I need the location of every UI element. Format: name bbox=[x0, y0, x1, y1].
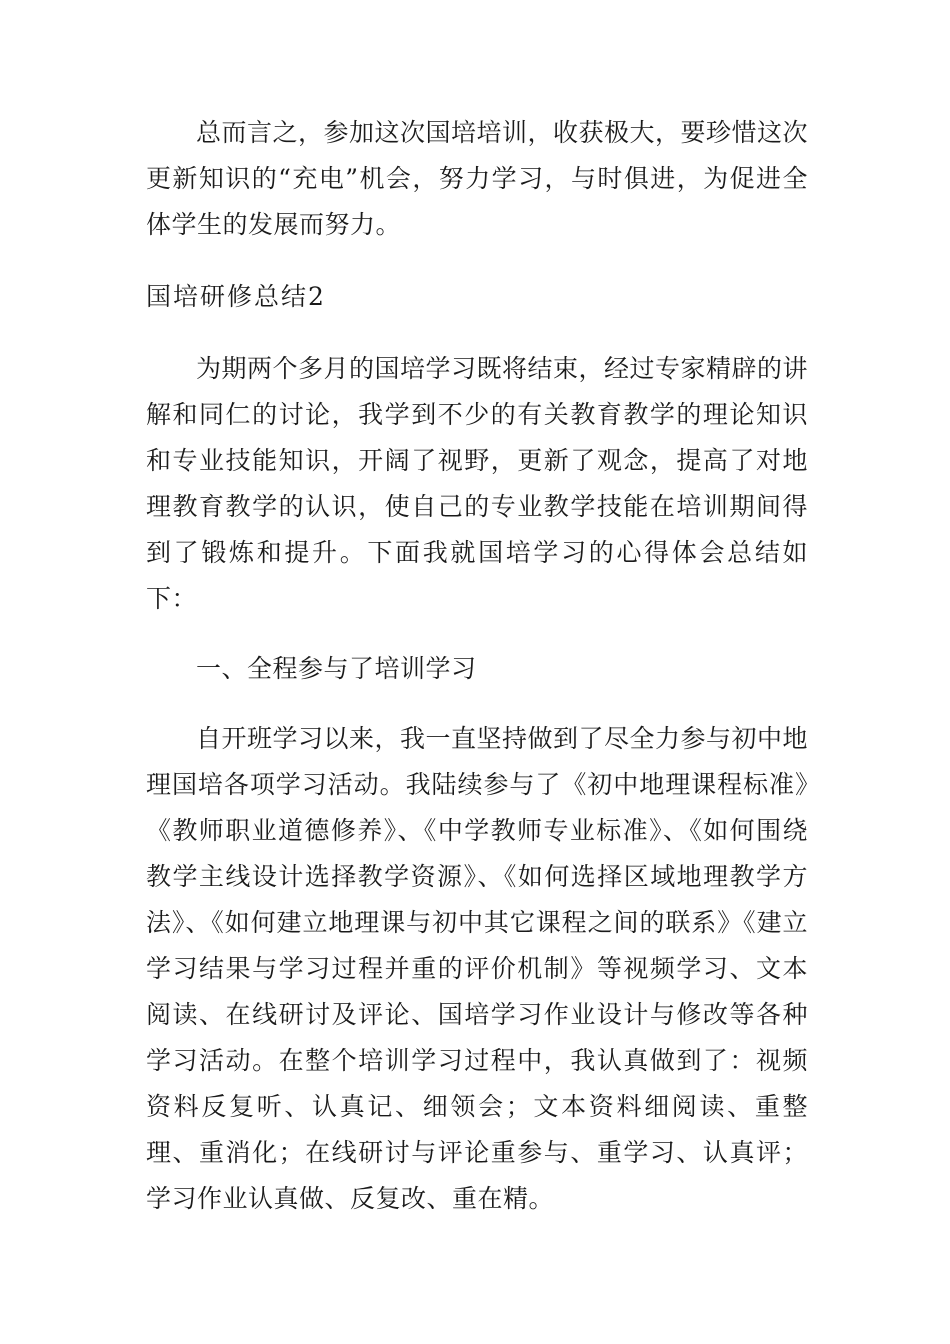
conclusion-paragraph: 总而言之，参加这次国培培训，收获极大，要珍惜这次更新知识的“充电”机会，努力学习，与时俱进，为促进全体学生的发展而努力。 bbox=[146, 118, 809, 239]
intro-paragraph: 为期两个多月的国培学习既将结束，经过专家精辟的讲解和同仁的讨论，我学到不少的有关教育教学的理论知识和专业技能知识，开阔了视野，更新了观念，提高了对地理教育教学的认识，使自己的专业教学技能在培训期间得到了锻炼和提升。下面我就国培学习的心得体会总结如下： bbox=[146, 354, 809, 613]
section-heading: 国培研修总结2 bbox=[146, 282, 326, 311]
subsection-title: 一、全程参与了培训学习 bbox=[196, 654, 477, 683]
body-paragraph: 自开班学习以来，我一直坚持做到了尽全力参与初中地理国培各项学习活动。我陆续参与了《初中地理课程标准》《教师职业道德修养》、《中学教师专业标准》、《如何围绕教学主线设计选择教学资源》、《如何选择区域地理教学方法》、《如何建立地理课与初中其它课程之间的联系》《建立学习结果与学习过程并重的评价机制》等视频学习、文本阅读、在线研讨及评论、国培学习作业设计与修改等各种学习活动。在整个培训学习过程中，我认真做到了：视频资料反复听、认真记、细领会；文本资料细阅读、重整理、重消化；在线研讨与评论重参与、重学习、认真评；学习作业认真做、反复改、重在精。 bbox=[146, 724, 809, 1213]
document-page bbox=[146, 110, 808, 1222]
